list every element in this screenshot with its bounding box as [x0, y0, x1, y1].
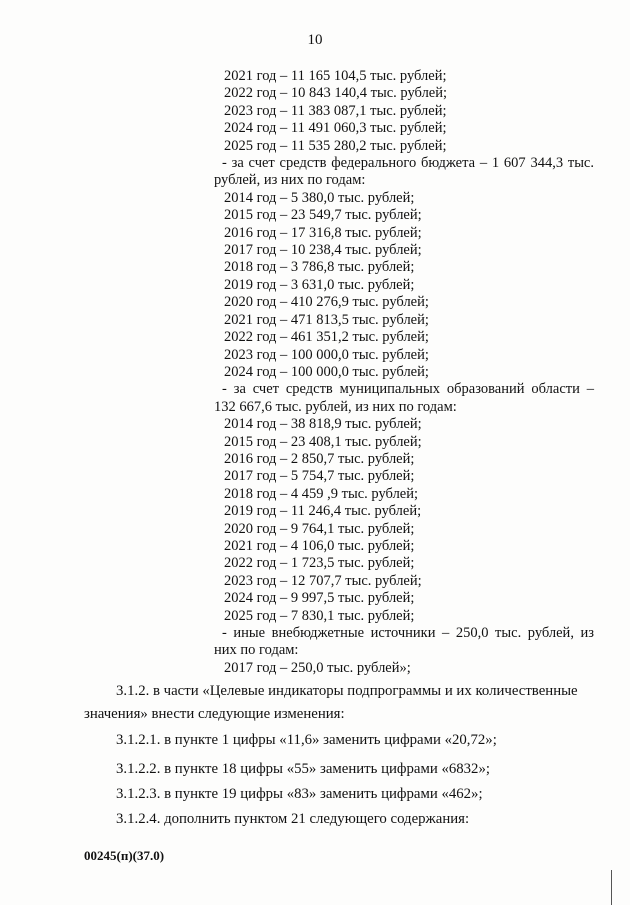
year-line: 2022 год – 461 351,2 тыс. рублей; — [224, 329, 429, 346]
year-line: 2022 год – 1 723,5 тыс. рублей; — [224, 555, 415, 572]
year-line: 2015 год – 23 408,1 тыс. рублей; — [224, 433, 422, 450]
year-line: 2021 год – 11 165 104,5 тыс. рублей; — [224, 68, 447, 84]
year-line: 2019 год – 3 631,0 тыс. рублей; — [224, 276, 415, 293]
financing-column — [214, 68, 594, 677]
year-line: 2022 год – 10 843 140,4 тыс. рублей; — [224, 85, 448, 102]
paragraph-3-1-2-2: 3.1.2.2. в пункте 18 цифры «55» заменить цифрами «6832»; — [116, 761, 490, 777]
year-line: 2021 год – 4 106,0 тыс. рублей; — [224, 537, 415, 554]
year-line: 2014 год – 38 818,9 тыс. рублей; — [224, 416, 422, 433]
year-line: 2017 год – 250,0 тыс. рублей»; — [224, 659, 411, 676]
year-line: 2025 год – 7 830,1 тыс. рублей; — [224, 607, 415, 624]
federal-budget-heading: - за счет средств федерального бюджета – 1 607 344,3 тыс. рублей, из них по годам: — [214, 155, 594, 189]
year-line: 2017 год – 10 238,4 тыс. рублей; — [224, 242, 422, 259]
year-line: 2024 год – 11 491 060,3 тыс. рублей; — [224, 120, 447, 137]
paragraph-3-1-2-3: 3.1.2.3. в пункте 19 цифры «83» заменить цифрами «462»; — [116, 786, 483, 802]
year-line: 2018 год – 4 459 ,9 тыс. рублей; — [224, 485, 419, 502]
year-line: 2016 год – 17 316,8 тыс. рублей; — [224, 224, 422, 241]
year-line: 2018 год – 3 786,8 тыс. рублей; — [224, 259, 415, 276]
year-line: 2025 год – 11 535 280,2 тыс. рублей; — [224, 137, 447, 154]
scan-margin-line — [611, 870, 612, 905]
document-code: 00245(п)(37.0) — [84, 848, 165, 863]
extrabudget-heading: - иные внебюджетные источники – 250,0 тыс. рублей, из них по годам: — [214, 625, 594, 659]
paragraph-3-1-2-line1: 3.1.2. в части «Целевые индикаторы подпрограммы и их количественные — [116, 683, 578, 699]
paragraph-3-1-2-4: 3.1.2.4. дополнить пунктом 21 следующего содержания: — [116, 811, 470, 827]
year-line: 2024 год – 9 997,5 тыс. рублей; — [224, 590, 415, 607]
year-line: 2023 год – 100 000,0 тыс. рублей; — [224, 346, 429, 363]
year-line: 2023 год – 12 707,7 тыс. рублей; — [224, 572, 422, 589]
year-line: 2019 год – 11 246,4 тыс. рублей; — [224, 503, 422, 520]
year-line: 2014 год – 5 380,0 тыс. рублей; — [224, 189, 415, 206]
year-line: 2021 год – 471 813,5 тыс. рублей; — [224, 311, 429, 328]
year-line: 2020 год – 410 276,9 тыс. рублей; — [224, 294, 429, 311]
paragraph-3-1-2-line2: значения» внести следующие изменения: — [84, 706, 345, 722]
page-number: 10 — [307, 32, 323, 48]
year-line: 2024 год – 100 000,0 тыс. рублей; — [224, 363, 429, 380]
paragraph-3-1-2-1: 3.1.2.1. в пункте 1 цифры «11,6» заменить цифрами «20,72»; — [116, 732, 497, 748]
year-line: 2023 год – 11 383 087,1 тыс. рублей; — [224, 102, 447, 119]
year-line: 2020 год – 9 764,1 тыс. рублей; — [224, 520, 415, 537]
municipal-budget-heading: - за счет средств муниципальных образований области – 132 667,6 тыс. рублей, из них по годам: — [214, 381, 594, 415]
year-line: 2015 год – 23 549,7 тыс. рублей; — [224, 207, 422, 224]
year-line: 2017 год – 5 754,7 тыс. рублей; — [224, 468, 415, 485]
year-line: 2016 год – 2 850,7 тыс. рублей; — [224, 450, 415, 467]
